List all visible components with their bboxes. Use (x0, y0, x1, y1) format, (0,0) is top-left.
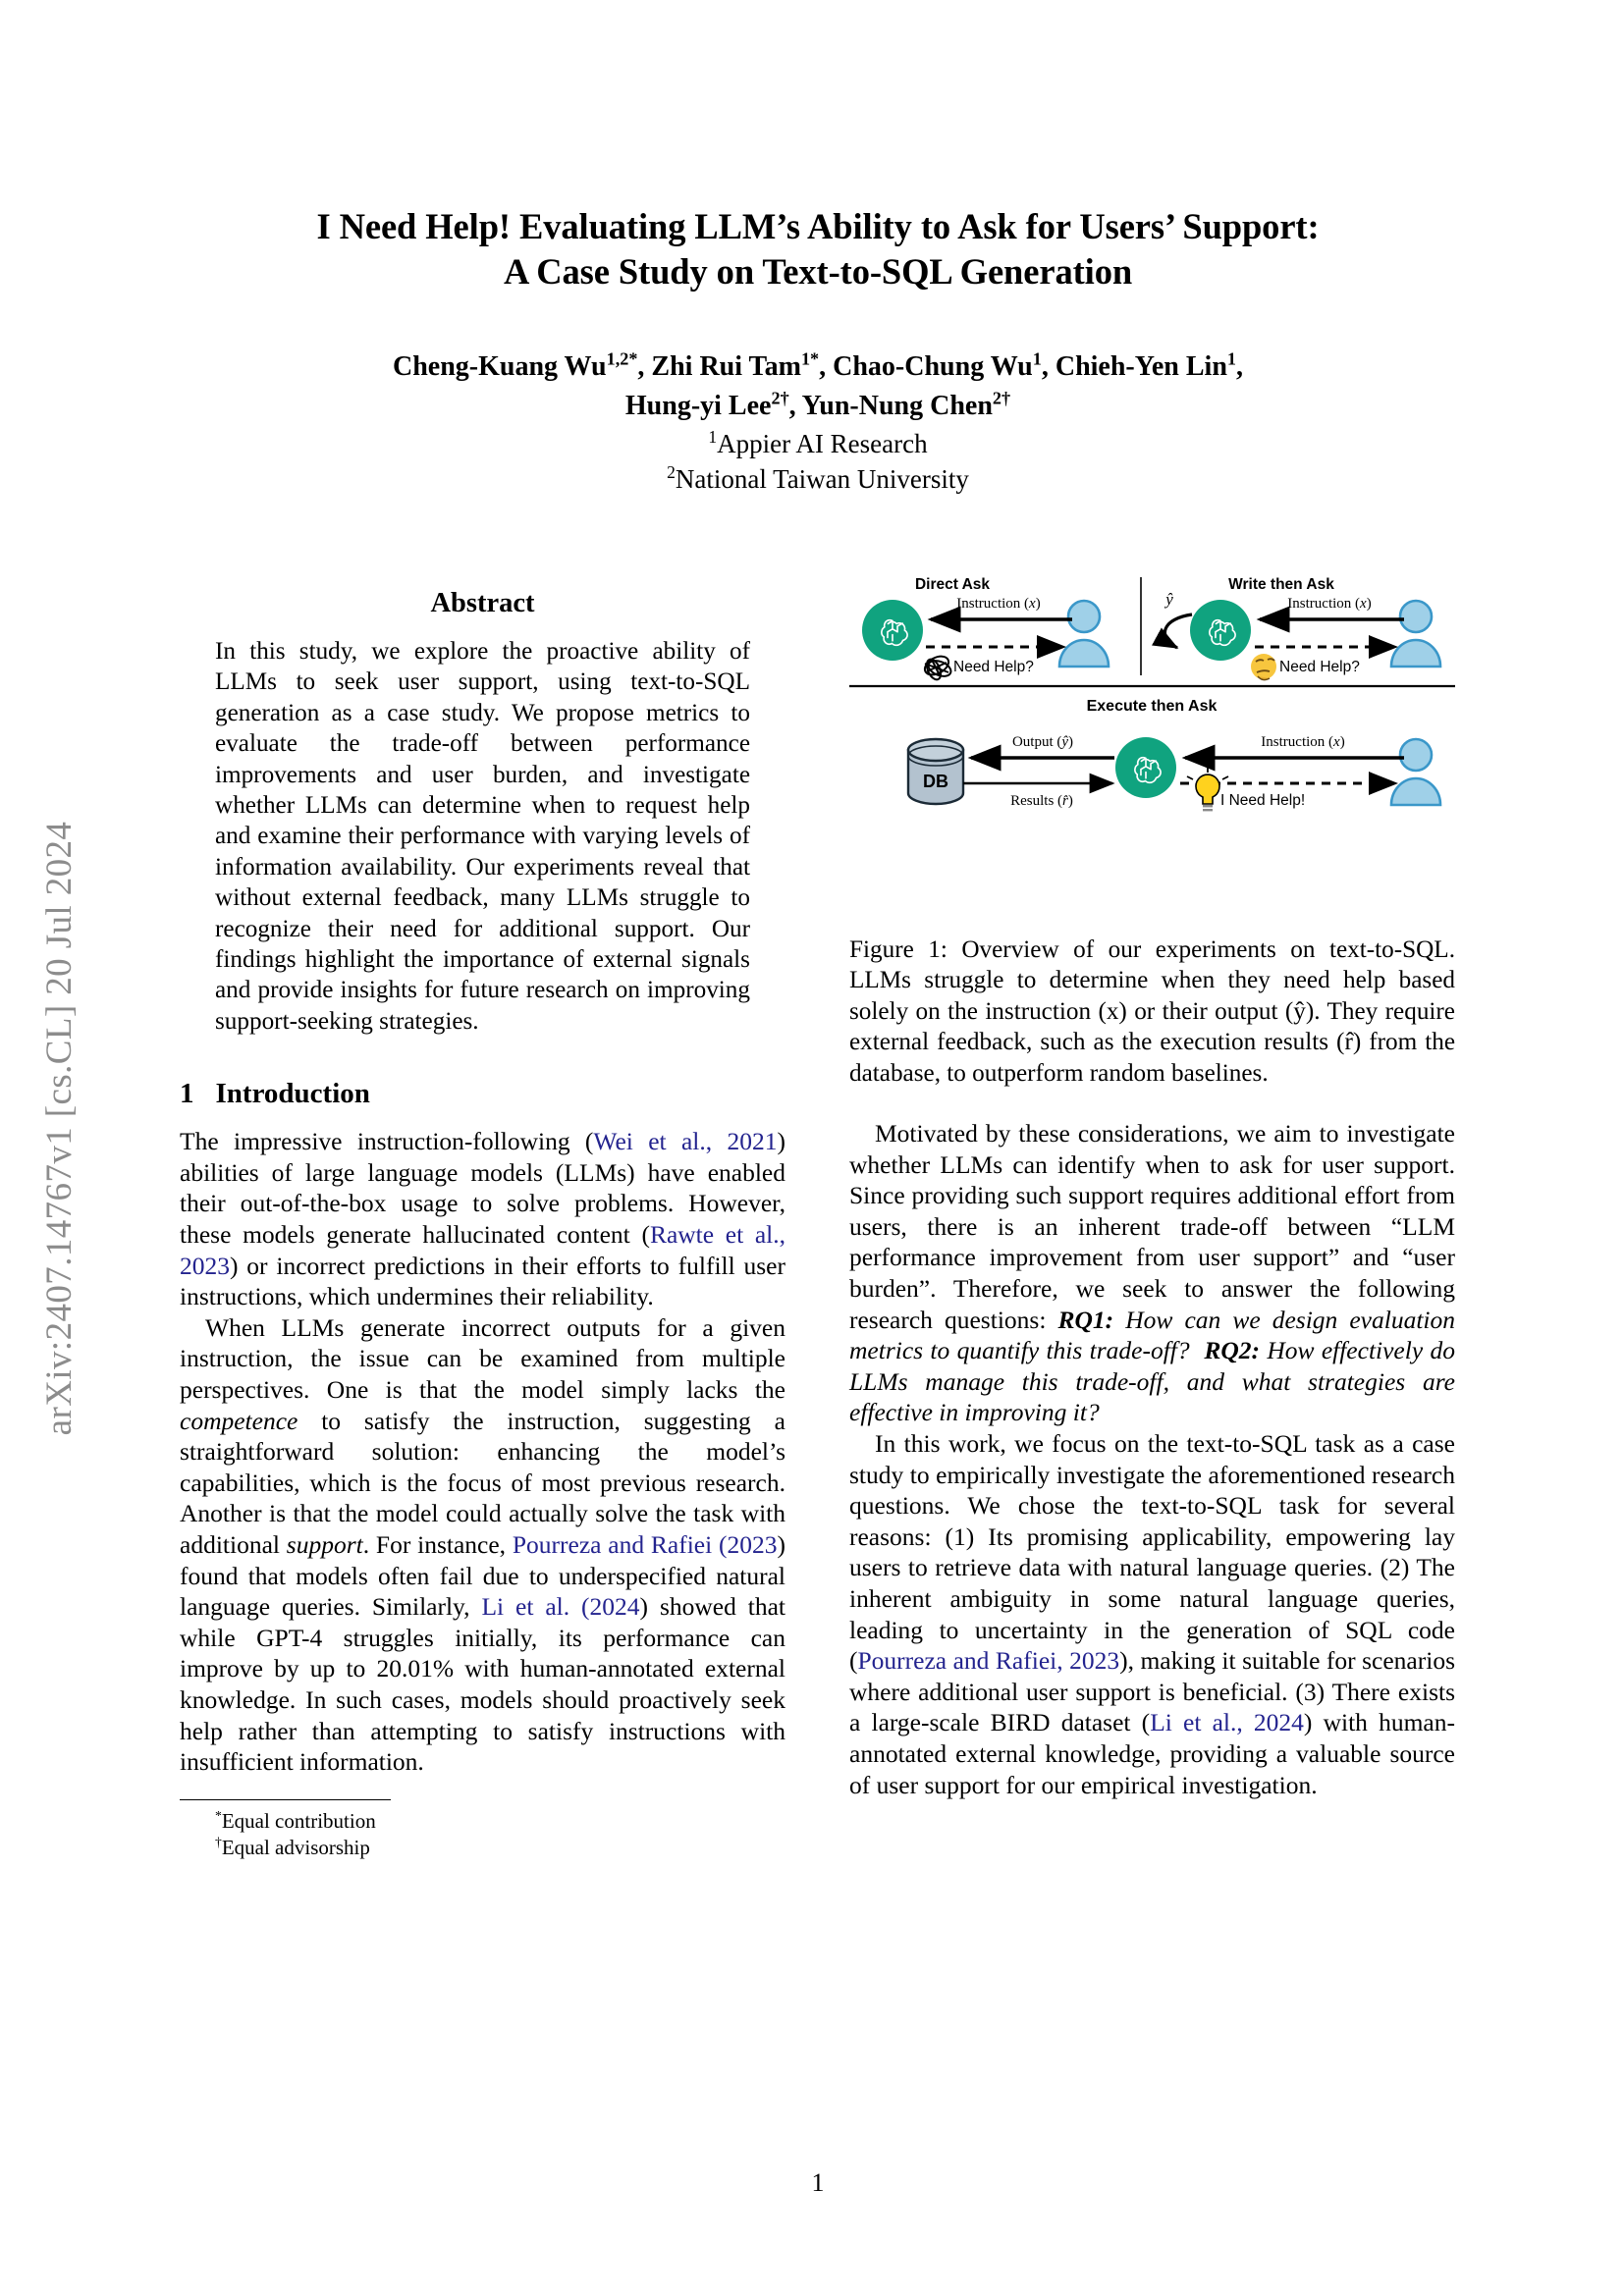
section-title: Introduction (215, 1078, 370, 1110)
emphasis-competence: competence (180, 1406, 298, 1435)
intro-p1-c: ) or incorrect predictions in their efforts to fulfill user instructions, which undermines their reliability. (180, 1251, 785, 1311)
intro-p4-c: ) with human-annotated external knowledge, providing a valuable source of user support for our empirical investigation. (849, 1708, 1455, 1799)
rq1-text: How can we design evaluation metrics to quantify this trade-off? (849, 1305, 1455, 1365)
arxiv-stamp (0, 0, 118, 2296)
intro-p2-c: . For instance, (362, 1530, 513, 1559)
author-affil-marker: 1 (1032, 348, 1042, 369)
footnote-2-text: Equal advisorship (221, 1836, 370, 1860)
emphasis-support: support (286, 1530, 363, 1559)
panel-title-write-then-ask: Write then Ask (1228, 576, 1334, 593)
intro-p4-a: In this work, we focus on the text-to-SQL task as a case study to empirically investigate the aforementioned research questions. We chose the text-to-SQL task for several reasons: (1) Its promising applicability, empowering lay users to retrieve data with natural language queries. (2) The inherent ambiguity in some natural language queries, leading to uncertainty in the generation of SQL code ( (849, 1428, 1455, 1676)
author-affil-marker: 1 (1226, 348, 1236, 369)
title-line-1: I Need Help! Evaluating LLM’s Ability to Ask for Users’ Support: (316, 206, 1320, 246)
arxiv-stamp-text: arXiv:2407.14767v1 [cs.CL] 20 Jul 2024 (38, 821, 80, 1436)
right-column (849, 569, 1455, 1861)
label-results: Results (r̂) (1010, 793, 1073, 809)
label-instruction-1: Instruction (x) (956, 596, 1041, 612)
rq2-label: RQ2: (1204, 1336, 1260, 1365)
paper-page (180, 0, 1456, 2296)
page-title (180, 204, 1456, 294)
scribble-icon (922, 653, 953, 682)
citation-pourreza-rafiei-2023[interactable]: Pourreza and Rafiei (512, 1530, 713, 1559)
intro-paragraph-2 (180, 1312, 785, 1778)
affil-number-1: 1 (708, 427, 718, 447)
abstract-body (215, 636, 750, 1037)
rq2-text: How effectively do LLMs manage this trade-off, and what strategies are effective in improving it? (849, 1336, 1455, 1427)
citation-pourreza-rafiei-2023-b[interactable]: Pourreza and Rafiei, 2023 (857, 1646, 1120, 1676)
footnote-equal-contribution (215, 1808, 785, 1835)
author-affil-marker: 1,2* (606, 348, 638, 369)
database-cylinder-icon (908, 739, 963, 804)
author-affil-marker: 1* (800, 348, 820, 369)
thinking-face-emoji-icon (1251, 654, 1276, 680)
intro-paragraph-4 (849, 1428, 1455, 1800)
label-db: DB (923, 772, 948, 791)
affiliation-2: $^2$National Taiwan University (667, 462, 969, 494)
openai-logo-icon-1 (862, 600, 923, 661)
footnote-marker-dagger: † (215, 1835, 222, 1850)
figure-1-graphic (849, 575, 1455, 919)
citation-li-2024-year[interactable]: (2024 (569, 1592, 640, 1622)
panel-title-direct-ask: Direct Ask (914, 576, 991, 593)
panel-title-execute-then-ask: Execute then Ask (1086, 698, 1218, 715)
label-need-help-2: Need Help? (1279, 659, 1360, 675)
citation-li-2024[interactable]: Li et al. (481, 1592, 570, 1622)
page-number: 1 (811, 2168, 825, 2197)
user-person-icon-2 (1391, 601, 1440, 667)
intro-p1-b: ) abilities of large language models (LLMs) have enabled their out-of-the-box usage to solve problems. However, these models generate hallucinated content ( (180, 1127, 785, 1250)
user-person-icon-1 (1059, 601, 1109, 667)
footnote-1-text: Equal contribution (221, 1809, 376, 1834)
footnote-divider (180, 1799, 391, 1801)
label-instruction-3: Instruction (x) (1261, 734, 1345, 750)
intro-p2-a: When LLMs generate incorrect outputs for a given instruction, the issue can be examined from multiple perspectives. One is that the model simply lacks the (180, 1312, 785, 1405)
intro-p2-e: ) showed that while GPT-4 struggles initially, its performance can improve by up to 20.01% with human-annotated external knowledge. In such cases, models should proactively seek help rather than attempting to satisfy instructions with insufficient information. (180, 1592, 786, 1777)
abstract-heading: Abstract (430, 588, 535, 618)
intro-paragraph-1 (180, 1126, 785, 1312)
citation-wei-2021[interactable]: Wei et al., 2021 (593, 1127, 778, 1156)
label-i-need-help: I Need Help! (1220, 792, 1306, 809)
intro-p3-a: Motivated by these considerations, we aim to investigate whether LLMs can identify when to ask for user support. Since providing such support requires additional effort from users, there is an inherent trade-off between “LLM performance improvement from user support” and “user burden”. Therefore, we seek to answer the following research questions: (849, 1119, 1455, 1334)
affiliation-1: $^1$Appier AI Research (708, 427, 928, 458)
openai-logo-icon-3 (1115, 737, 1176, 798)
section-heading-introduction (180, 1078, 785, 1110)
title-block (180, 0, 1456, 497)
footnote-marker-asterisk: * (215, 1808, 222, 1824)
author-line-1: Cheng-Kuang $Wu^{1,2*}$, Zhi Rui Tam$^{1*}$, Chao-Chung Wu$^1$, Chieh-Yen Lin$^1$, (392, 348, 1243, 382)
intro-p2-d: ) found that models often fail due to underspecified natural language queries. Similarly, (180, 1530, 785, 1622)
section-number: 1 (180, 1078, 194, 1110)
rq1-label: RQ1: (1057, 1305, 1114, 1334)
abstract-text: In this study, we explore the proactive ability of LLMs to seek user support, using text-to-SQL generation as a case study. We propose metrics to evaluate the trade-off between performance improvements and user burden, and investigate whether LLMs can determine when to request help and examine their performance with varying levels of information availability. Our experiments reveal that without external feedback, many LLMs struggle to recognize their need for additional support. Our findings highlight the importance of external signals and provide insights for future research on improving support-seeking strategies. (215, 638, 750, 1035)
author-affil-marker: 2† (992, 388, 1011, 408)
left-column (180, 569, 785, 1861)
figure-1 (849, 575, 1455, 1089)
intro-p1-a: The impressive instruction-following ( (180, 1127, 594, 1156)
arrow-self-loop-yhat (1164, 614, 1192, 648)
author-affil-marker: 2† (771, 388, 789, 408)
footnotes (180, 1793, 785, 1862)
citation-pourreza-rafiei-2023-year[interactable]: (2023 (712, 1530, 778, 1559)
figure-1-caption: Figure 1: Overview of our experiments on text-to-SQL. LLMs struggle to determine when they need help based solely on the instruction (x) or their output (ŷ). They require external feedback, such as the execution results (r̂) from the database, to outperform random baselines. (849, 936, 1455, 1087)
user-person-icon-3 (1391, 739, 1440, 805)
citation-li-2024-b[interactable]: Li et al., 2024 (1150, 1708, 1304, 1737)
author-line-2: Hung-yi Lee$^{2\dagger}$, Yun-Nung Chen$^{2\dagger}$ (624, 388, 1011, 421)
openai-logo-icon-2 (1190, 600, 1251, 661)
footnote-equal-advisorship (215, 1835, 785, 1861)
intro-p2-b: to satisfy the instruction, suggesting a straightforward solution: enhancing the model’s capabilities, which is the focus of most previous research. Another is that the model could actually solve the task with additional (180, 1406, 785, 1559)
title-line-2: A Case Study on Text-to-SQL Generation (503, 251, 1133, 292)
label-instruction-2: Instruction (x) (1287, 596, 1372, 612)
label-output: Output (ŷ) (1011, 734, 1074, 750)
label-need-help-1: Need Help? (953, 659, 1034, 675)
intro-p4-b: ), making it suitable for scenarios where additional user support is beneficial. (3) There exists a large-scale BIRD dataset ( (849, 1646, 1455, 1737)
intro-paragraph-3 (849, 1118, 1455, 1428)
label-y-hat: ŷ (1165, 590, 1173, 609)
citation-rawte-2023[interactable]: Rawte et al., 2023 (180, 1220, 785, 1280)
body-columns (180, 569, 1456, 1861)
affil-number-2: 2 (667, 462, 676, 482)
